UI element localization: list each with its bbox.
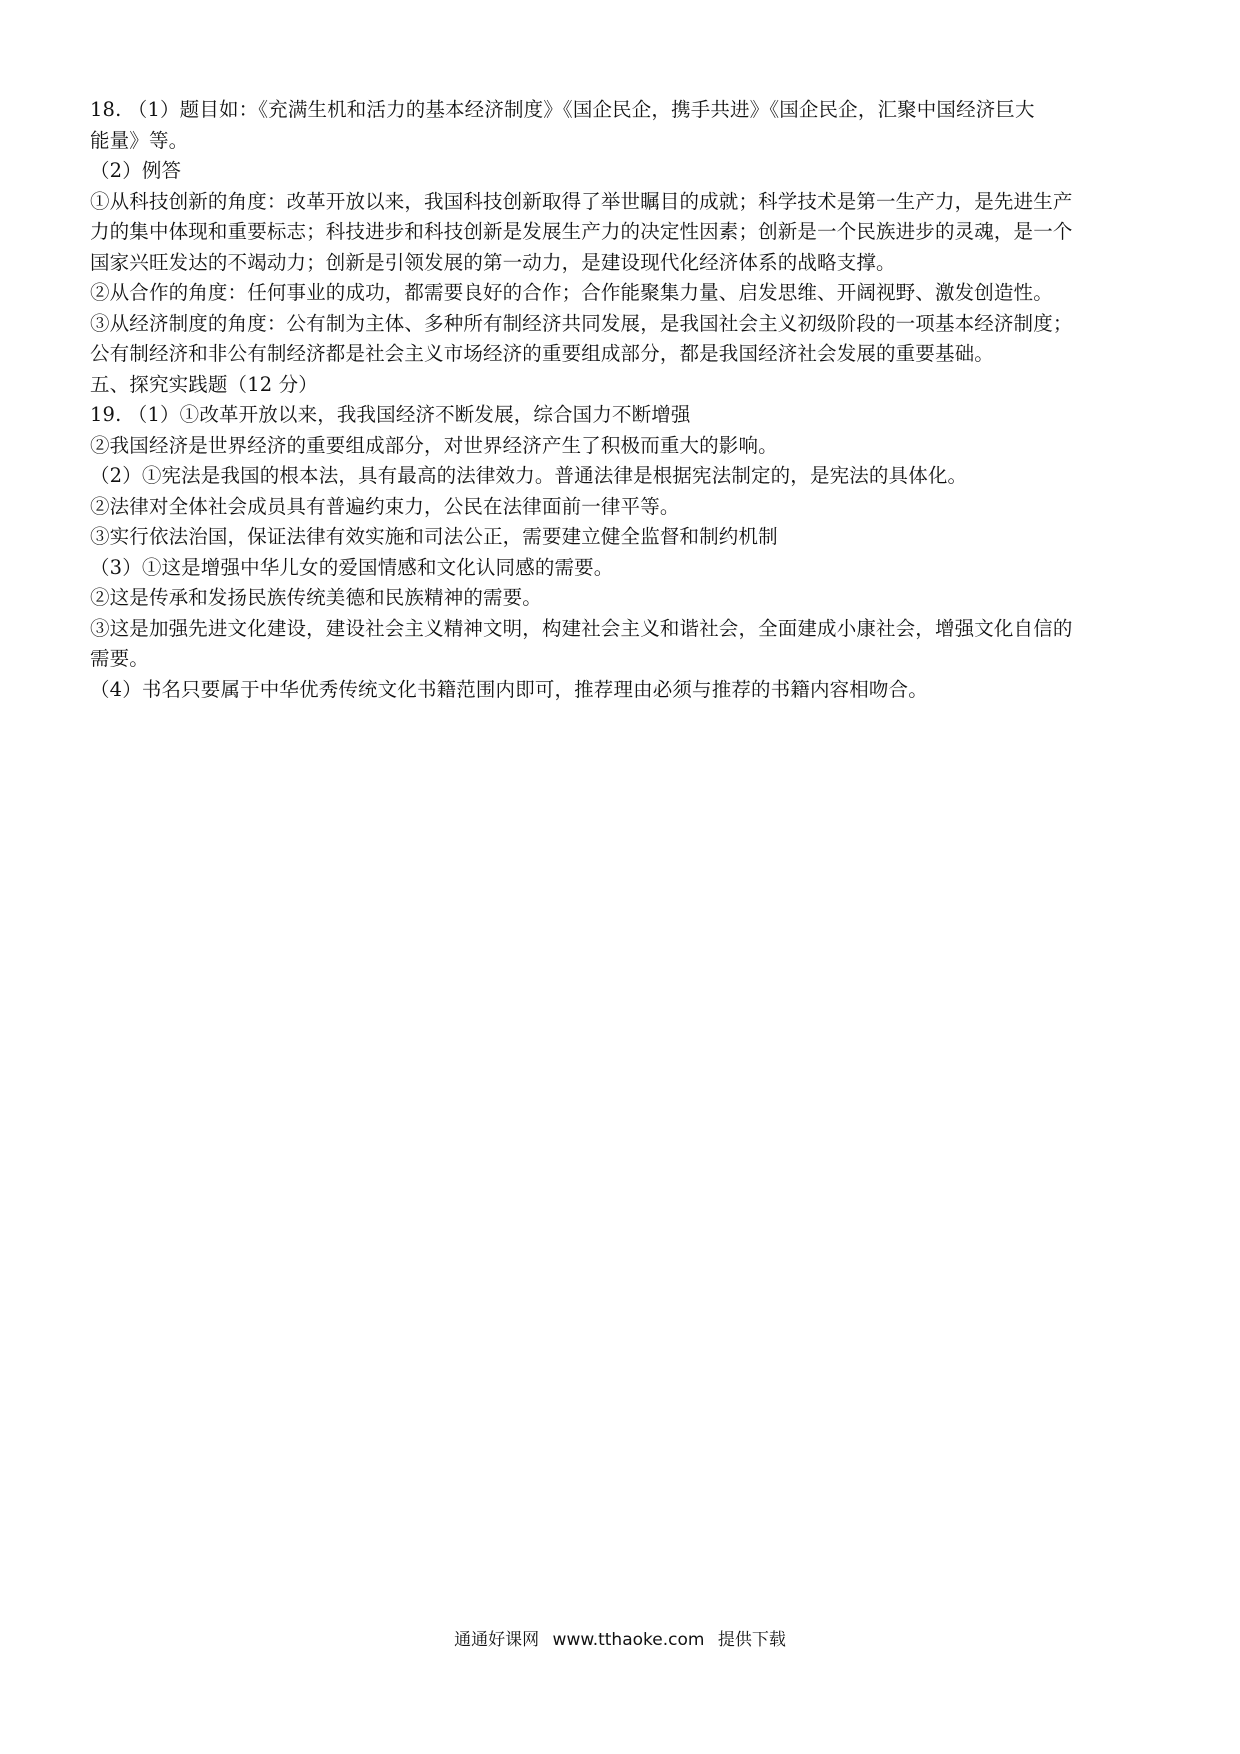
q18-point1-line-3: 国家兴旺发达的不竭动力；创新是引领发展的第一动力，是建设现代化经济体系的战略支撑。 [90,250,896,274]
q18-point3-line-2: 公有制经济和非公有制经济都是社会主义市场经济的重要组成部分，都是我国经济社会发展的重要基础。 [90,342,994,365]
q18-point2: ②从合作的角度：任何事业的成功，都需要良好的合作；合作能聚集力量、启发思维、开阔视野、激发创造性。 [90,281,1053,304]
q19-part2-point2: ②法律对全体社会成员具有普遍约束力，公民在法律面前一律平等。 [90,494,680,518]
section-five-heading: 五、探究实践题（12 分） [90,372,318,396]
q19-part3-point3-line-1: ③这是加强先进文化建设，建设社会主义精神文明，构建社会主义和谐社会，全面建成小康社会，增强文化自信的 [90,616,1073,640]
q18-point1-line-1: ①从科技创新的角度：改革开放以来，我国科技创新取得了举世瞩目的成就；科学技术是第一生产力，是先进生产 [90,189,1073,213]
q19-part1-point1: 19. （1）①改革开放以来，我我国经济不断发展，综合国力不断增强 [90,403,691,426]
q18-point3-line-1: ③从经济制度的角度：公有制为主体、多种所有制经济共同发展，是我国社会主义初级阶段的一项基本经济制度； [90,311,1073,335]
footer-url[interactable]: www.tthaoke.com [552,1630,705,1650]
q19-part2-point1: （2）①宪法是我国的根本法，具有最高的法律效力。普通法律是根据宪法制定的，是宪法的具体化。 [90,464,968,487]
q19-part1-point2: ②我国经济是世界经济的重要组成部分，对世界经济产生了积极而重大的影响。 [90,433,778,457]
q19-part3-point2: ②这是传承和发扬民族传统美德和民族精神的需要。 [90,586,542,609]
q18-line-1: 18. （1）题目如：《充满生机和活力的基本经济制度》《国企民企，携手共进》《国企民企，汇聚中国经济巨大 [90,98,1035,121]
q19-part3-point3-line-2: 需要。 [90,647,149,670]
document-body [90,95,1160,705]
q19-part3-point1: （3）①这是增强中华儿女的爱国情感和文化认同感的需要。 [90,555,614,579]
page-footer [0,1625,1240,1650]
q19-part2-point3: ③实行依法治国，保证法律有效实施和司法公正，需要建立健全监督和制约机制 [90,525,778,548]
q18-part2-heading: （2）例答 [90,159,182,182]
footer-site-name: 通通好课网 [454,1630,540,1650]
q18-line-2: 能量》等。 [90,128,189,152]
q19-part4: （4）书名只要属于中华优秀传统文化书籍范围内即可，推荐理由必须与推荐的书籍内容相吻合。 [90,677,928,701]
q18-point1-line-2: 力的集中体现和重要标志；科技进步和科技创新是发展生产力的决定性因素；创新是一个民族进步的灵魂，是一个 [90,220,1073,243]
footer-suffix: 提供下载 [717,1630,786,1650]
